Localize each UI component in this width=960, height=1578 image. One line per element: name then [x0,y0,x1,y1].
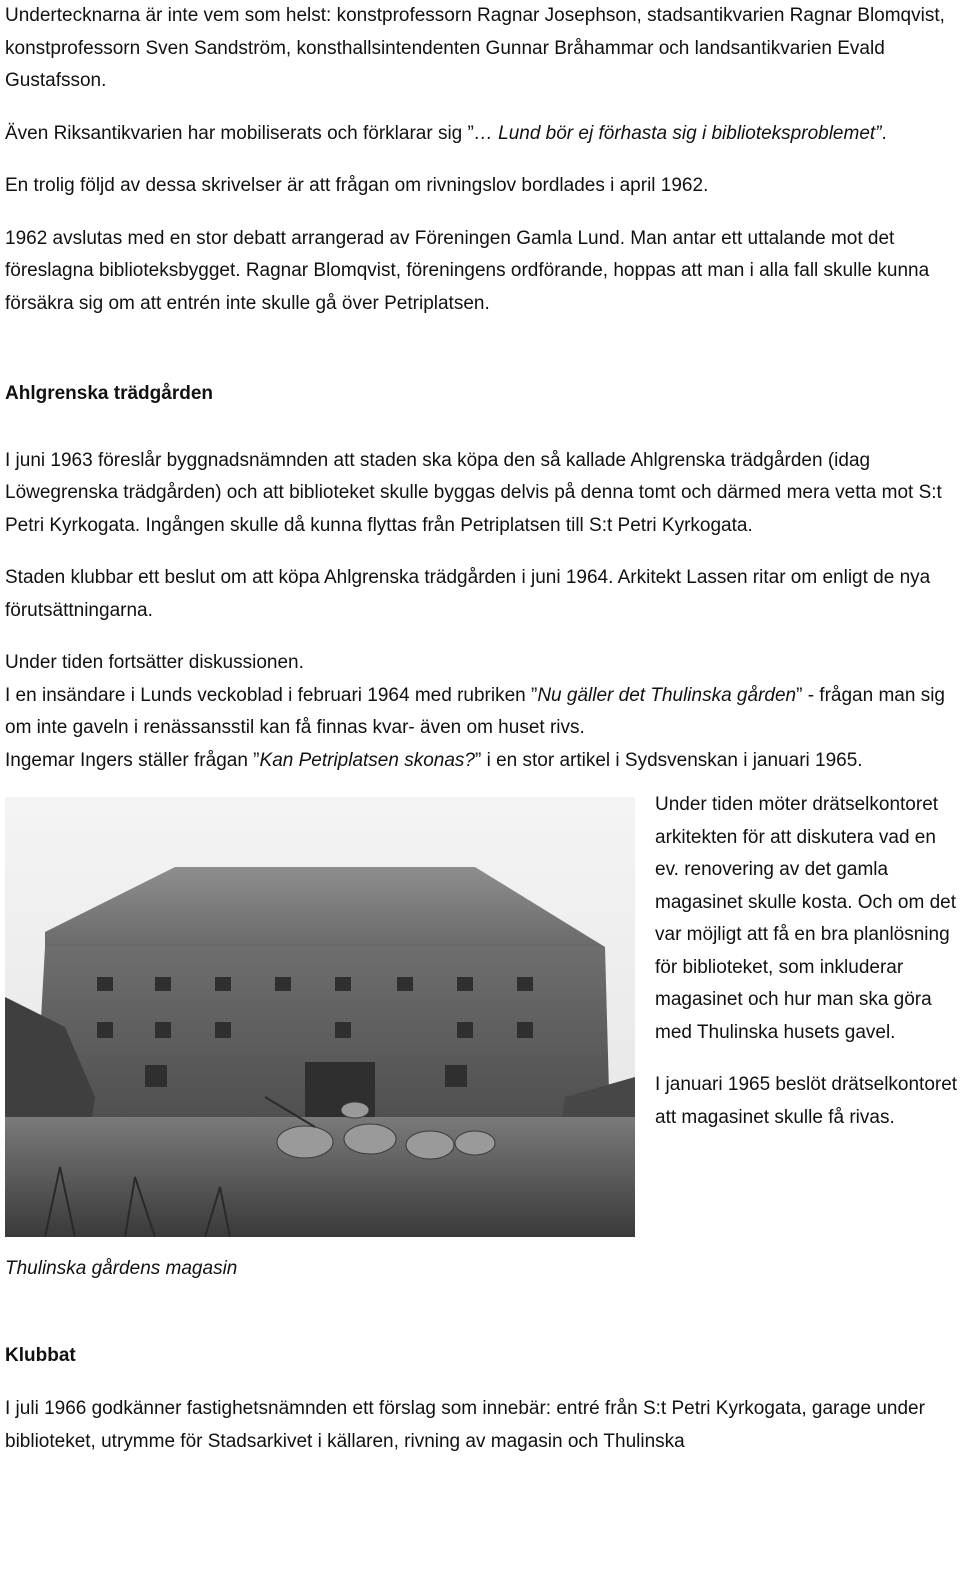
ahlgrenska-paragraph-5 [5,745,955,778]
ahlgrenska-paragraph-4-end: ” - frågan man sig om inte gaveln i renässansstil kan få finnas kvar- även om huset rivs. [5,684,945,738]
sydsvenskan-headline-quote: Kan Petriplatsen skonas? [259,749,475,771]
ahlgrenska-paragraph-4 [5,680,955,745]
intro-paragraph-3: En trolig följd av dessa skrivelser är att frågan om rivningslov bordlades i april 1962. [5,175,709,196]
warehouse-photo-image [5,797,635,1237]
ahlgrenska-paragraph-1: I juni 1963 föreslår byggnadsnämnden att staden ska köpa den så kallade Ahlgrenska trädgården (idag Löwegrenska trädgården) och att biblioteket skulle byggas delvis på denna tomt och därmed mera vetta mot S:t Petri Kyrkogata. Ingången skulle då kunna flyttas från Petriplatsen till S:t Petri Kyrkogata. [5,449,942,536]
intro-paragraph-2-text: Även Riksantikvarien har mobiliserats och förklarar sig ” [5,122,474,144]
sidebar-paragraph-2: I januari 1965 beslöt drätselkontoret att magasinet skulle få rivas. [655,1074,958,1128]
intro-paragraph-1: Undertecknarna är inte vem som helst: konstprofessorn Ragnar Josephson, stadsantikvarien Ragnar Blomqvist, konstprofessorn Sven Sandström, konsthallsintendenten Gunnar Bråhammar och landsantikvarien Evald Gustafsson. [5,5,945,91]
figure-sidebar [655,789,960,1134]
riksantikvarien-quote: … Lund bör ej förhasta sig i biblioteksproblemet” [473,122,882,144]
ahlgrenska-paragraph-3: Under tiden fortsätter diskussionen. [5,652,304,673]
section-heading-ahlgrenska: Ahlgrenska trädgården [5,383,213,404]
figure-block [5,794,958,1257]
klubbat-paragraph-1: I juli 1966 godkänner fastighetsnämnden ett förslag som innebär: entré från S:t Petri Kyrkogata, garage under biblioteket, utrymme för Stadsarkivet i källaren, rivning av magasin och Thulinska [5,1398,925,1452]
intro-paragraph-2 [5,118,955,151]
intro-paragraph-4: 1962 avslutas med en stor debatt arrangerad av Föreningen Gamla Lund. Man antar ett uttalande mot det föreslagna biblioteksbygget. Ragnar Blomqvist, föreningens ordförande, hoppas att man i alla fall skulle kunna försäkra sig om att entrén inte skulle gå över Petriplatsen. [5,227,930,314]
veckoblad-headline-quote: Nu gäller det Thulinska gården [537,684,797,706]
intro-paragraph-2-end: . [881,122,887,144]
warehouse-photo [5,797,635,1237]
ahlgrenska-paragraph-5-end: ” i en stor artikel i Sydsvenskan i januari 1965. [474,749,863,771]
section-heading-klubbat: Klubbat [5,1344,76,1366]
sidebar-paragraph-1: Under tiden möter drätselkontoret arkitekten för att diskutera vad en ev. renovering av det gamla magasinet skulle kosta. Och om det var möjligt att få en bra planlösning för biblioteket, som inkluderar magasinet och hur man ska göra med Thulinska husets gavel. [655,794,956,1043]
ahlgrenska-paragraph-4-text: I en insändare i Lunds veckoblad i februari 1964 med rubriken ” [5,684,538,706]
ahlgrenska-paragraph-2: Staden klubbar ett beslut om att köpa Ahlgrenska trädgården i juni 1964. Arkitekt Lassen ritar om enligt de nya förutsättningarna. [5,567,931,621]
document-page [5,0,958,1458]
photo-caption: Thulinska gårdens magasin [5,1258,238,1279]
ahlgrenska-paragraph-5-text: Ingemar Ingers ställer frågan ” [5,749,260,771]
